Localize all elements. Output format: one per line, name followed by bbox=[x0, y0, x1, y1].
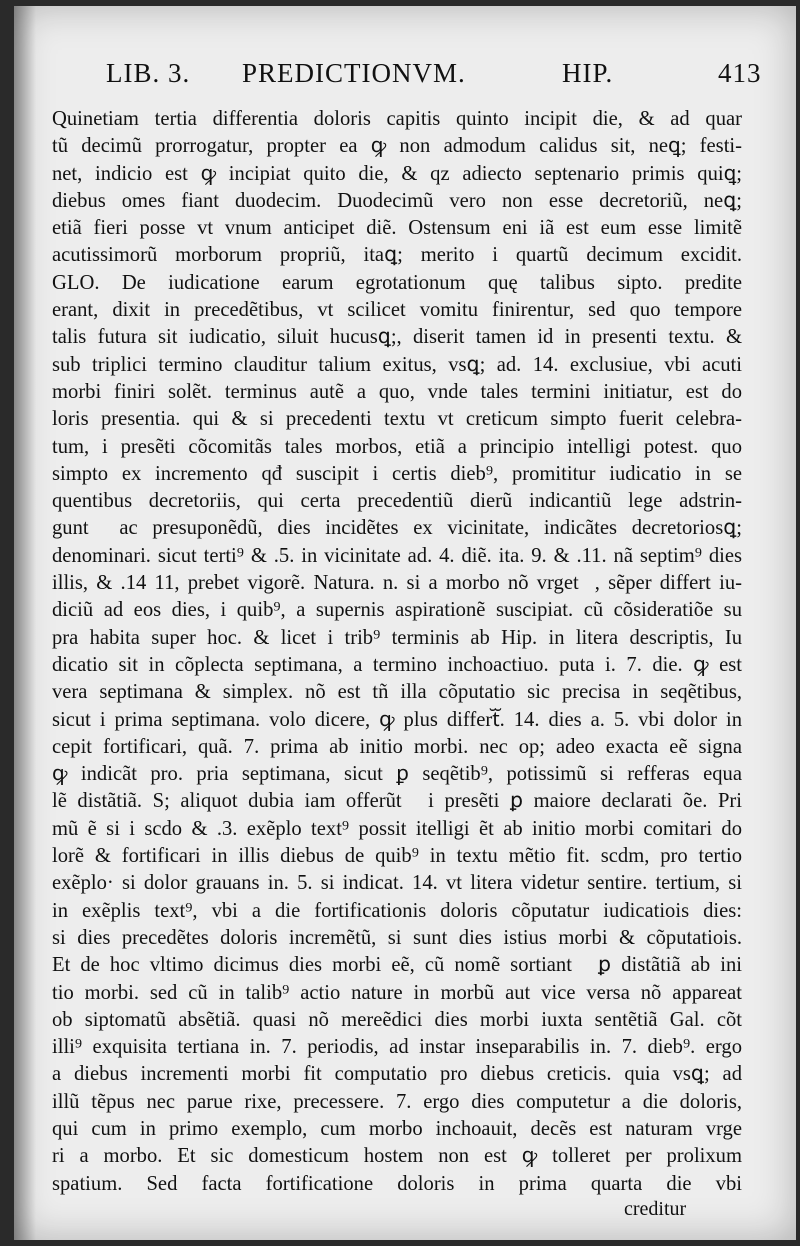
text-line: morbi finiri solẽt. terminus autẽ a quo, vnde tales termini initiatur, est do bbox=[52, 380, 742, 403]
body-text bbox=[52, 106, 742, 1198]
text-line: in exẽplis text⁹, vbi a die fortificationis doloris cõputatur iudicatiois dies: bbox=[52, 899, 742, 922]
running-head bbox=[14, 58, 796, 98]
text-line: tum, i presẽti cõcomitãs tales morbos, etiã a principio intelligi potest. quo bbox=[52, 435, 742, 458]
text-line: si dies precedẽtes doloris incremẽtũ, si sunt dies istius morbi & cõputatiois. bbox=[52, 926, 742, 949]
text-line: sicut i prima septimana. volo dicere, ꝙ plus differtᷓ. 14. dies a. 5. vbi dolor in bbox=[52, 708, 742, 731]
text-line: erant, dixit in precedẽtibus, vt scilicet vomitu finirentur, sed quo tempore bbox=[52, 299, 742, 322]
text-line: talis futura sit iudicatio, siluit hucusꝗ;, diserit tamen id in presenti textu. & bbox=[52, 326, 742, 349]
text-line: diebus omes fiant duodecim. Duodecimũ vero non esse decretoriũ, neꝗ; bbox=[52, 189, 742, 212]
text-line: sub triplici termino clauditur talium exitus, vsꝗ; ad. 14. exclusiue, vbi acuti bbox=[52, 353, 742, 376]
text-line: denominari. sicut terti⁹ & .5. in vicinitate ad. 4. diẽ. ita. 9. & .11. nã septim⁹ dies bbox=[52, 544, 742, 567]
text-line: GLO. De iudicatione earum egrotationum quę talibus sipto. predite bbox=[52, 271, 742, 294]
text-line: mũ ẽ si i scdo & .3. exẽplo text⁹ possit itelligi ẽt ab initio morbi comitari do bbox=[52, 817, 742, 840]
text-line: ri a morbo. Et sic domesticum hostem non est ꝙ tolleret per prolixum bbox=[52, 1145, 742, 1168]
text-line: diciũ ad eos dies, i quib⁹, a supernis aspirationẽ suscipiat. cũ cõsideratiõe su bbox=[52, 599, 742, 622]
text-line: illis, & .14 11, prebet vigorẽ. Natura. n. si a morbo nõ vrgetᷓ, sẽper differt iu- bbox=[52, 572, 742, 595]
text-line: cepit fortificari, quã. 7. prima ab initio morbi. nec op; adeo exacta eẽ signa bbox=[52, 735, 742, 758]
text-line: tũ decimũ prorrogatur, propter ea ꝙ non admodum calidus sit, neꝗ; festi- bbox=[52, 135, 742, 158]
text-line: etiã fieri posse vt vnum anticipet diẽ. Ostensum eni iã est eum esse limitẽ bbox=[52, 217, 742, 240]
text-line: qui cum in primo exemplo, cum morbo inchoauit, decẽs est naturam vrge bbox=[52, 1117, 742, 1140]
text-line: pra habita super hoc. & licet i trib⁹ terminis ab Hip. in litera descriptis, Iu bbox=[52, 626, 742, 649]
text-line: tio morbi. sed cũ in talib⁹ actio nature in morbũ aut vice versa nõ appareat bbox=[52, 981, 742, 1004]
text-line: guntᷓ ac presuponẽdũ, dies incidẽtes ex vicinitate, indicãtes decretoriosꝗ; bbox=[52, 517, 742, 540]
text-line: illũ tẽpus nec parue rixe, precessere. 7. ergo dies computetur a die doloris, bbox=[52, 1090, 742, 1113]
gutter-shadow bbox=[14, 6, 36, 1240]
running-head-title: PREDICTIONVM. bbox=[242, 58, 466, 88]
text-line: Quinetiam tertia differentia doloris capitis quinto incipit die, & ad quar bbox=[52, 108, 742, 130]
page-number: 413 bbox=[718, 58, 762, 88]
text-line: loris presentia. qui & si precedenti textu vt creticum simpto fuerit celebra- bbox=[52, 408, 742, 431]
text-line: lorẽ & fortificari in illis diebus de quib⁹ in textu mẽtio fit. scdm, pro tertio bbox=[52, 845, 742, 868]
running-head-author: HIP. bbox=[562, 58, 614, 88]
text-line: dicatio sit in cõplecta septimana, a termino inchoactiuo. puta i. 7. die. ꝙ est bbox=[52, 653, 742, 676]
text-line: vera septimana & simplex. nõ est tñ illa cõputatio sic precisa in seqẽtibus, bbox=[52, 681, 742, 704]
text-line: illi⁹ exquisita tertiana in. 7. periodis, ad instar inseparabilis in. 7. dieb⁹. ergo bbox=[52, 1036, 742, 1059]
text-line: lẽ distãtiã. S; aliquot dubia iam offerũtᷓ i presẽti ꝑ maiore declarati õe. Pri bbox=[52, 790, 742, 813]
text-line: ꝙ indicãt pro. pria septimana, sicut ꝑ seqẽtib⁹, potissimũ si refferas equa bbox=[52, 763, 742, 786]
text-line: quentibus decretoriis, qui certa precedentiũ dierũ indicantiũ lege adstrin- bbox=[52, 490, 742, 513]
text-line: ob siptomatũ absẽtiã. quasi nõ mereẽdici dies morbi iuxta sentẽtiã Gal. cõt bbox=[52, 1008, 742, 1031]
book-page bbox=[14, 6, 796, 1240]
text-line: acutissimorũ morborum propriũ, itaꝗ; merito i quartũ decimum excidit. bbox=[52, 244, 742, 267]
catchword: creditur bbox=[624, 1198, 687, 1220]
text-line: Et de hoc vltimo dicimus dies morbi eẽ, cũ nomẽ sortiantᷓ ꝑ distãtiã ab ini bbox=[52, 954, 742, 977]
text-line: exẽplo· si dolor grauans in. 5. si indicat. 14. vt litera videtur sentire. tertium, si bbox=[52, 872, 742, 895]
text-line: a diebus incrementi morbi fit computatio pro diebus creticis. quia vsꝗ; ad bbox=[52, 1063, 742, 1086]
text-line: simpto ex incremento qđ suscipit i certis dieb⁹, promititur iudicatio in se bbox=[52, 462, 742, 485]
text-line: spatium. Sed facta fortificatione doloris in prima quarta die vbi bbox=[52, 1172, 742, 1195]
running-head-book: LIB. 3. bbox=[106, 58, 191, 88]
text-line: net, indicio est ꝙ incipiat quito die, & qz adiecto septenario primis quiꝗ; bbox=[52, 162, 742, 185]
